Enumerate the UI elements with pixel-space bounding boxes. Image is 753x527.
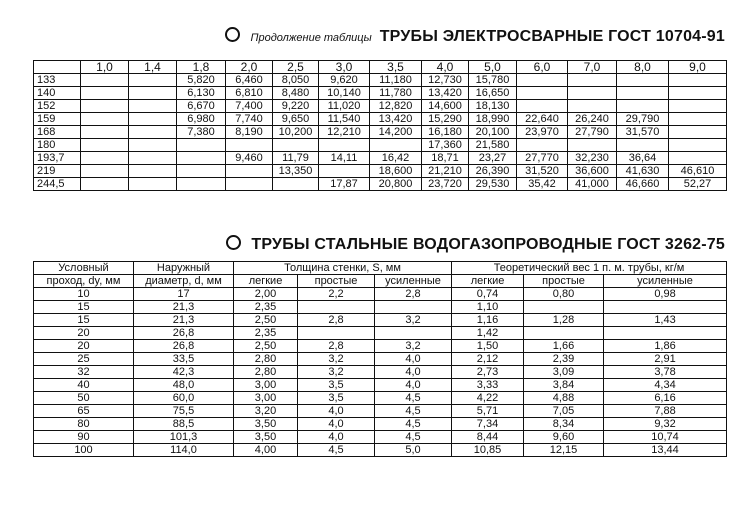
- table-cell: 2,8: [298, 314, 375, 327]
- table-cell: 6,130: [177, 87, 226, 100]
- table-cell: 7,400: [226, 100, 273, 113]
- table-cell: 17,360: [422, 139, 469, 152]
- table-cell: 29,530: [469, 178, 517, 191]
- table-cell: [177, 152, 226, 165]
- table-cell: [226, 165, 273, 178]
- table-cell: 10,74: [604, 431, 727, 444]
- table-cell: 2,80: [234, 366, 298, 379]
- table-cell: [298, 301, 375, 314]
- table-cell: [177, 139, 226, 152]
- table-cell: 21,3: [134, 301, 234, 314]
- table-cell: 22,640: [517, 113, 568, 126]
- table-row: [34, 178, 727, 191]
- table-cell: 3,2: [298, 353, 375, 366]
- table-cell: 8,34: [524, 418, 604, 431]
- table-cell: 4,22: [452, 392, 524, 405]
- table-cell: 1,66: [524, 340, 604, 353]
- table-cell: 8,44: [452, 431, 524, 444]
- table-cell: 26,390: [469, 165, 517, 178]
- table-cell: [81, 126, 129, 139]
- table-cell: [524, 301, 604, 314]
- table-cell: 2,5: [273, 61, 319, 74]
- table-cell: [226, 139, 273, 152]
- table-cell: 80: [34, 418, 134, 431]
- table-cell: 100: [34, 444, 134, 457]
- table-cell: 10,140: [319, 87, 370, 100]
- table-cell: [81, 74, 129, 87]
- table-cell: 36,600: [568, 165, 617, 178]
- table-cell: 5,71: [452, 405, 524, 418]
- table-cell: [129, 74, 177, 87]
- header-weight-reinforced: усиленные: [604, 275, 727, 288]
- table-cell: 4,34: [604, 379, 727, 392]
- table-cell: 1,28: [524, 314, 604, 327]
- table-cell: 8,0: [617, 61, 669, 74]
- table-cell: 3,0: [319, 61, 370, 74]
- table-cell: 2,35: [234, 301, 298, 314]
- water-gas-heading: ТРУБЫ СТАЛЬНЫЕ ВОДОГАЗОПРОВОДНЫЕ ГОСТ 3262-75: [251, 236, 725, 253]
- table-cell: 0,98: [604, 288, 727, 301]
- table-cell: 101,3: [134, 431, 234, 444]
- table-cell: 11,540: [319, 113, 370, 126]
- table-cell: 17: [134, 288, 234, 301]
- water-gas-title: [226, 234, 725, 254]
- table-cell: 7,05: [524, 405, 604, 418]
- table-cell: 20: [34, 340, 134, 353]
- row-label-cell: 152: [34, 100, 81, 113]
- table-cell: 3,50: [234, 418, 298, 431]
- table-cell: 29,790: [617, 113, 669, 126]
- table-cell: 5,820: [177, 74, 226, 87]
- table-cell: 3,2: [375, 314, 452, 327]
- header-wall-light: легкие: [234, 275, 298, 288]
- table-cell: 15: [34, 314, 134, 327]
- table-row: [34, 74, 727, 87]
- electric-welded-table: [33, 60, 727, 191]
- table-cell: [81, 100, 129, 113]
- table-cell: 3,20: [234, 405, 298, 418]
- table-cell: 17,87: [319, 178, 370, 191]
- table-cell: 15,290: [422, 113, 469, 126]
- table-cell: [669, 152, 727, 165]
- table-cell: 3,2: [298, 366, 375, 379]
- table-cell: 8,480: [273, 87, 319, 100]
- table-row: [34, 301, 727, 314]
- table-cell: 60,0: [134, 392, 234, 405]
- table-cell: 10,85: [452, 444, 524, 457]
- table-cell: 50: [34, 392, 134, 405]
- table-cell: [669, 74, 727, 87]
- table-cell: 0,74: [452, 288, 524, 301]
- table-cell: [517, 87, 568, 100]
- table-row: [34, 340, 727, 353]
- table-cell: 46,660: [617, 178, 669, 191]
- table-cell: 11,780: [370, 87, 422, 100]
- table-cell: 1,10: [452, 301, 524, 314]
- table-cell: 6,810: [226, 87, 273, 100]
- table-cell: 6,0: [517, 61, 568, 74]
- table-cell: [129, 152, 177, 165]
- table-cell: 3,09: [524, 366, 604, 379]
- table-cell: 4,0: [375, 366, 452, 379]
- table-cell: 3,84: [524, 379, 604, 392]
- table-cell: 14,200: [370, 126, 422, 139]
- table-cell: 4,00: [234, 444, 298, 457]
- table-cell: 1,8: [177, 61, 226, 74]
- table-cell: [129, 100, 177, 113]
- table-cell: [81, 87, 129, 100]
- table-cell: 13,420: [370, 113, 422, 126]
- table-cell: 12,210: [319, 126, 370, 139]
- table-row: [34, 392, 727, 405]
- table-cell: [517, 100, 568, 113]
- table-cell: 4,5: [375, 392, 452, 405]
- table-cell: 2,50: [234, 314, 298, 327]
- table-cell: 5,0: [469, 61, 517, 74]
- table-cell: 18,990: [469, 113, 517, 126]
- table-cell: 27,770: [517, 152, 568, 165]
- table-row: [34, 152, 727, 165]
- row-label-cell: 219: [34, 165, 81, 178]
- table-cell: 7,0: [568, 61, 617, 74]
- table-cell: [669, 126, 727, 139]
- table-cell: 35,42: [517, 178, 568, 191]
- header-wall-regular: простые: [298, 275, 375, 288]
- table-row: [34, 314, 727, 327]
- table-cell: 6,670: [177, 100, 226, 113]
- table-cell: [129, 139, 177, 152]
- table-cell: 8,050: [273, 74, 319, 87]
- table-cell: [81, 113, 129, 126]
- table-cell: [568, 74, 617, 87]
- table-cell: 3,00: [234, 392, 298, 405]
- table-cell: 4,0: [298, 418, 375, 431]
- table-cell: 41,630: [617, 165, 669, 178]
- table-cell: 27,790: [568, 126, 617, 139]
- table-cell: 13,420: [422, 87, 469, 100]
- table-row: [34, 126, 727, 139]
- table-cell: 2,2: [298, 288, 375, 301]
- table-cell: 2,80: [234, 353, 298, 366]
- table-cell: 7,34: [452, 418, 524, 431]
- table-cell: 7,380: [177, 126, 226, 139]
- table-row: [34, 418, 727, 431]
- table-cell: 42,3: [134, 366, 234, 379]
- header-wall-thickness: Толщина стенки, S, мм: [234, 262, 452, 275]
- table-cell: 3,5: [298, 379, 375, 392]
- table-cell: 21,210: [422, 165, 469, 178]
- table-cell: 23,970: [517, 126, 568, 139]
- table-cell: 15: [34, 301, 134, 314]
- table-cell: 4,0: [298, 405, 375, 418]
- table-cell: 9,0: [669, 61, 727, 74]
- table-cell: 3,00: [234, 379, 298, 392]
- table-cell: 4,5: [375, 431, 452, 444]
- table-cell: 2,91: [604, 353, 727, 366]
- table-cell: 15,780: [469, 74, 517, 87]
- table-cell: 6,16: [604, 392, 727, 405]
- table-cell: [129, 165, 177, 178]
- table-cell: 48,0: [134, 379, 234, 392]
- table-cell: 18,71: [422, 152, 469, 165]
- table-cell: 16,180: [422, 126, 469, 139]
- table-cell: [129, 113, 177, 126]
- table-row: [34, 288, 727, 301]
- table-cell: 2,35: [234, 327, 298, 340]
- table-cell: 21,580: [469, 139, 517, 152]
- table-cell: [617, 139, 669, 152]
- row-label-cell: 193,7: [34, 152, 81, 165]
- table-cell: 0,80: [524, 288, 604, 301]
- table-cell: 11,180: [370, 74, 422, 87]
- table-row: [34, 431, 727, 444]
- table-cell: 9,620: [319, 74, 370, 87]
- header-theoretical-weight: Теоретический вес 1 п. м. трубы, кг/м: [452, 262, 727, 275]
- table-cell: 65: [34, 405, 134, 418]
- table-cell: 4,5: [375, 405, 452, 418]
- table-cell: [129, 87, 177, 100]
- table-row: [34, 100, 727, 113]
- table-cell: [617, 100, 669, 113]
- table-cell: 52,27: [669, 178, 727, 191]
- table-cell: [524, 327, 604, 340]
- table-cell: 9,32: [604, 418, 727, 431]
- table-cell: 4,88: [524, 392, 604, 405]
- table-cell: 14,600: [422, 100, 469, 113]
- table-cell: 21,3: [134, 314, 234, 327]
- table-cell: 9,650: [273, 113, 319, 126]
- table-cell: 36,64: [617, 152, 669, 165]
- table-cell: [129, 126, 177, 139]
- table-cell: 8,190: [226, 126, 273, 139]
- electric-welded-heading: ТРУБЫ ЭЛЕКТРОСВАРНЫЕ ГОСТ 10704-91: [379, 28, 725, 45]
- table-cell: 114,0: [134, 444, 234, 457]
- table-cell: 2,50: [234, 340, 298, 353]
- table-cell: 2,00: [234, 288, 298, 301]
- table-cell: 6,460: [226, 74, 273, 87]
- row-label-cell: [34, 61, 81, 74]
- table-cell: 14,11: [319, 152, 370, 165]
- table-cell: 2,12: [452, 353, 524, 366]
- table-cell: [604, 301, 727, 314]
- table-row: [34, 379, 727, 392]
- table-cell: [669, 87, 727, 100]
- row-label-cell: 168: [34, 126, 81, 139]
- table-cell: [81, 178, 129, 191]
- table-cell: 40: [34, 379, 134, 392]
- table-row: [34, 405, 727, 418]
- table-cell: [370, 139, 422, 152]
- table-cell: [226, 178, 273, 191]
- table-cell: 4,0: [298, 431, 375, 444]
- table-row: [34, 444, 727, 457]
- table-cell: 12,820: [370, 100, 422, 113]
- header-outer-diameter-1: Наружный: [134, 262, 234, 275]
- table-cell: 3,5: [370, 61, 422, 74]
- table-cell: 12,730: [422, 74, 469, 87]
- table-row: [34, 327, 727, 340]
- table-row: [34, 165, 727, 178]
- table-cell: 5,0: [375, 444, 452, 457]
- header-nominal-bore-2: проход, dy, мм: [34, 275, 134, 288]
- table-cell: 31,520: [517, 165, 568, 178]
- table-row: [34, 87, 727, 100]
- header-outer-diameter-2: диаметр, d, мм: [134, 275, 234, 288]
- table-cell: 32: [34, 366, 134, 379]
- table-cell: 25: [34, 353, 134, 366]
- table-cell: [568, 139, 617, 152]
- table-cell: 11,020: [319, 100, 370, 113]
- table-cell: 11,79: [273, 152, 319, 165]
- table-cell: 32,230: [568, 152, 617, 165]
- row-label-cell: 159: [34, 113, 81, 126]
- table-cell: 4,5: [298, 444, 375, 457]
- table-cell: 20,100: [469, 126, 517, 139]
- table-cell: 3,50: [234, 431, 298, 444]
- table-cell: 10,200: [273, 126, 319, 139]
- row-label-cell: 180: [34, 139, 81, 152]
- table-cell: 23,720: [422, 178, 469, 191]
- table-cell: 1,86: [604, 340, 727, 353]
- table-cell: 4,0: [375, 379, 452, 392]
- table-cell: 88,5: [134, 418, 234, 431]
- row-label-cell: 133: [34, 74, 81, 87]
- table-cell: 13,350: [273, 165, 319, 178]
- table-row: [34, 366, 727, 379]
- table-cell: [319, 165, 370, 178]
- table-cell: 41,000: [568, 178, 617, 191]
- table-cell: [298, 327, 375, 340]
- table-cell: [617, 87, 669, 100]
- table-row: [34, 113, 727, 126]
- table-cell: 16,42: [370, 152, 422, 165]
- table-cell: [81, 139, 129, 152]
- table-cell: [375, 327, 452, 340]
- table-cell: 46,610: [669, 165, 727, 178]
- table-cell: 1,4: [129, 61, 177, 74]
- table-cell: 1,0: [81, 61, 129, 74]
- table-cell: 2,8: [375, 288, 452, 301]
- table-cell: [517, 74, 568, 87]
- table-cell: 26,240: [568, 113, 617, 126]
- table-cell: 18,130: [469, 100, 517, 113]
- header-wall-reinforced: усиленные: [375, 275, 452, 288]
- table-cell: [669, 113, 727, 126]
- table-cell: 26,8: [134, 327, 234, 340]
- table-cell: 20: [34, 327, 134, 340]
- table-cell: 20,800: [370, 178, 422, 191]
- table-cell: [273, 139, 319, 152]
- table-cell: 13,44: [604, 444, 727, 457]
- table-cell: 1,43: [604, 314, 727, 327]
- row-label-cell: 244,5: [34, 178, 81, 191]
- table-cell: 1,50: [452, 340, 524, 353]
- table-cell: 12,15: [524, 444, 604, 457]
- table-cell: [177, 165, 226, 178]
- table-cell: [129, 178, 177, 191]
- table-cell: 3,78: [604, 366, 727, 379]
- table-cell: [669, 139, 727, 152]
- table-cell: 1,42: [452, 327, 524, 340]
- table-cell: 4,5: [375, 418, 452, 431]
- table-cell: 1,16: [452, 314, 524, 327]
- header-weight-regular: простые: [524, 275, 604, 288]
- table-cell: 75,5: [134, 405, 234, 418]
- table-row: [34, 353, 727, 366]
- electric-welded-title: [225, 26, 725, 46]
- table-cell: 10: [34, 288, 134, 301]
- table-cell: 6,980: [177, 113, 226, 126]
- table-cell: 7,740: [226, 113, 273, 126]
- table-cell: 9,220: [273, 100, 319, 113]
- table-cell: [669, 100, 727, 113]
- header-weight-light: легкие: [452, 275, 524, 288]
- table-row: [34, 139, 727, 152]
- table-cell: [517, 139, 568, 152]
- continuation-subtitle: Продолжение таблицы: [250, 32, 372, 44]
- table-cell: [617, 74, 669, 87]
- table-cell: [81, 152, 129, 165]
- table-header-row: [34, 61, 727, 74]
- table-cell: [273, 178, 319, 191]
- table-cell: 3,2: [375, 340, 452, 353]
- table-cell: [568, 100, 617, 113]
- table-cell: 3,33: [452, 379, 524, 392]
- table-cell: 4,0: [375, 353, 452, 366]
- table-cell: [319, 139, 370, 152]
- water-gas-table: [33, 261, 727, 457]
- table-cell: 3,5: [298, 392, 375, 405]
- table-cell: [375, 301, 452, 314]
- table-cell: 90: [34, 431, 134, 444]
- table-cell: 16,650: [469, 87, 517, 100]
- table-cell: 2,39: [524, 353, 604, 366]
- row-label-cell: 140: [34, 87, 81, 100]
- table-cell: [81, 165, 129, 178]
- table-cell: [177, 178, 226, 191]
- circle-icon: [226, 235, 241, 250]
- table-cell: 23,27: [469, 152, 517, 165]
- table-cell: [604, 327, 727, 340]
- table-cell: [568, 87, 617, 100]
- table-cell: 9,460: [226, 152, 273, 165]
- table-cell: 9,60: [524, 431, 604, 444]
- table-cell: 2,73: [452, 366, 524, 379]
- table-cell: 26,8: [134, 340, 234, 353]
- table-cell: 2,8: [298, 340, 375, 353]
- table-cell: 18,600: [370, 165, 422, 178]
- table-cell: 31,570: [617, 126, 669, 139]
- table-cell: 4,0: [422, 61, 469, 74]
- circle-icon: [225, 27, 240, 42]
- table-cell: 2,0: [226, 61, 273, 74]
- table-cell: 7,88: [604, 405, 727, 418]
- header-nominal-bore-1: Условный: [34, 262, 134, 275]
- table-cell: 33,5: [134, 353, 234, 366]
